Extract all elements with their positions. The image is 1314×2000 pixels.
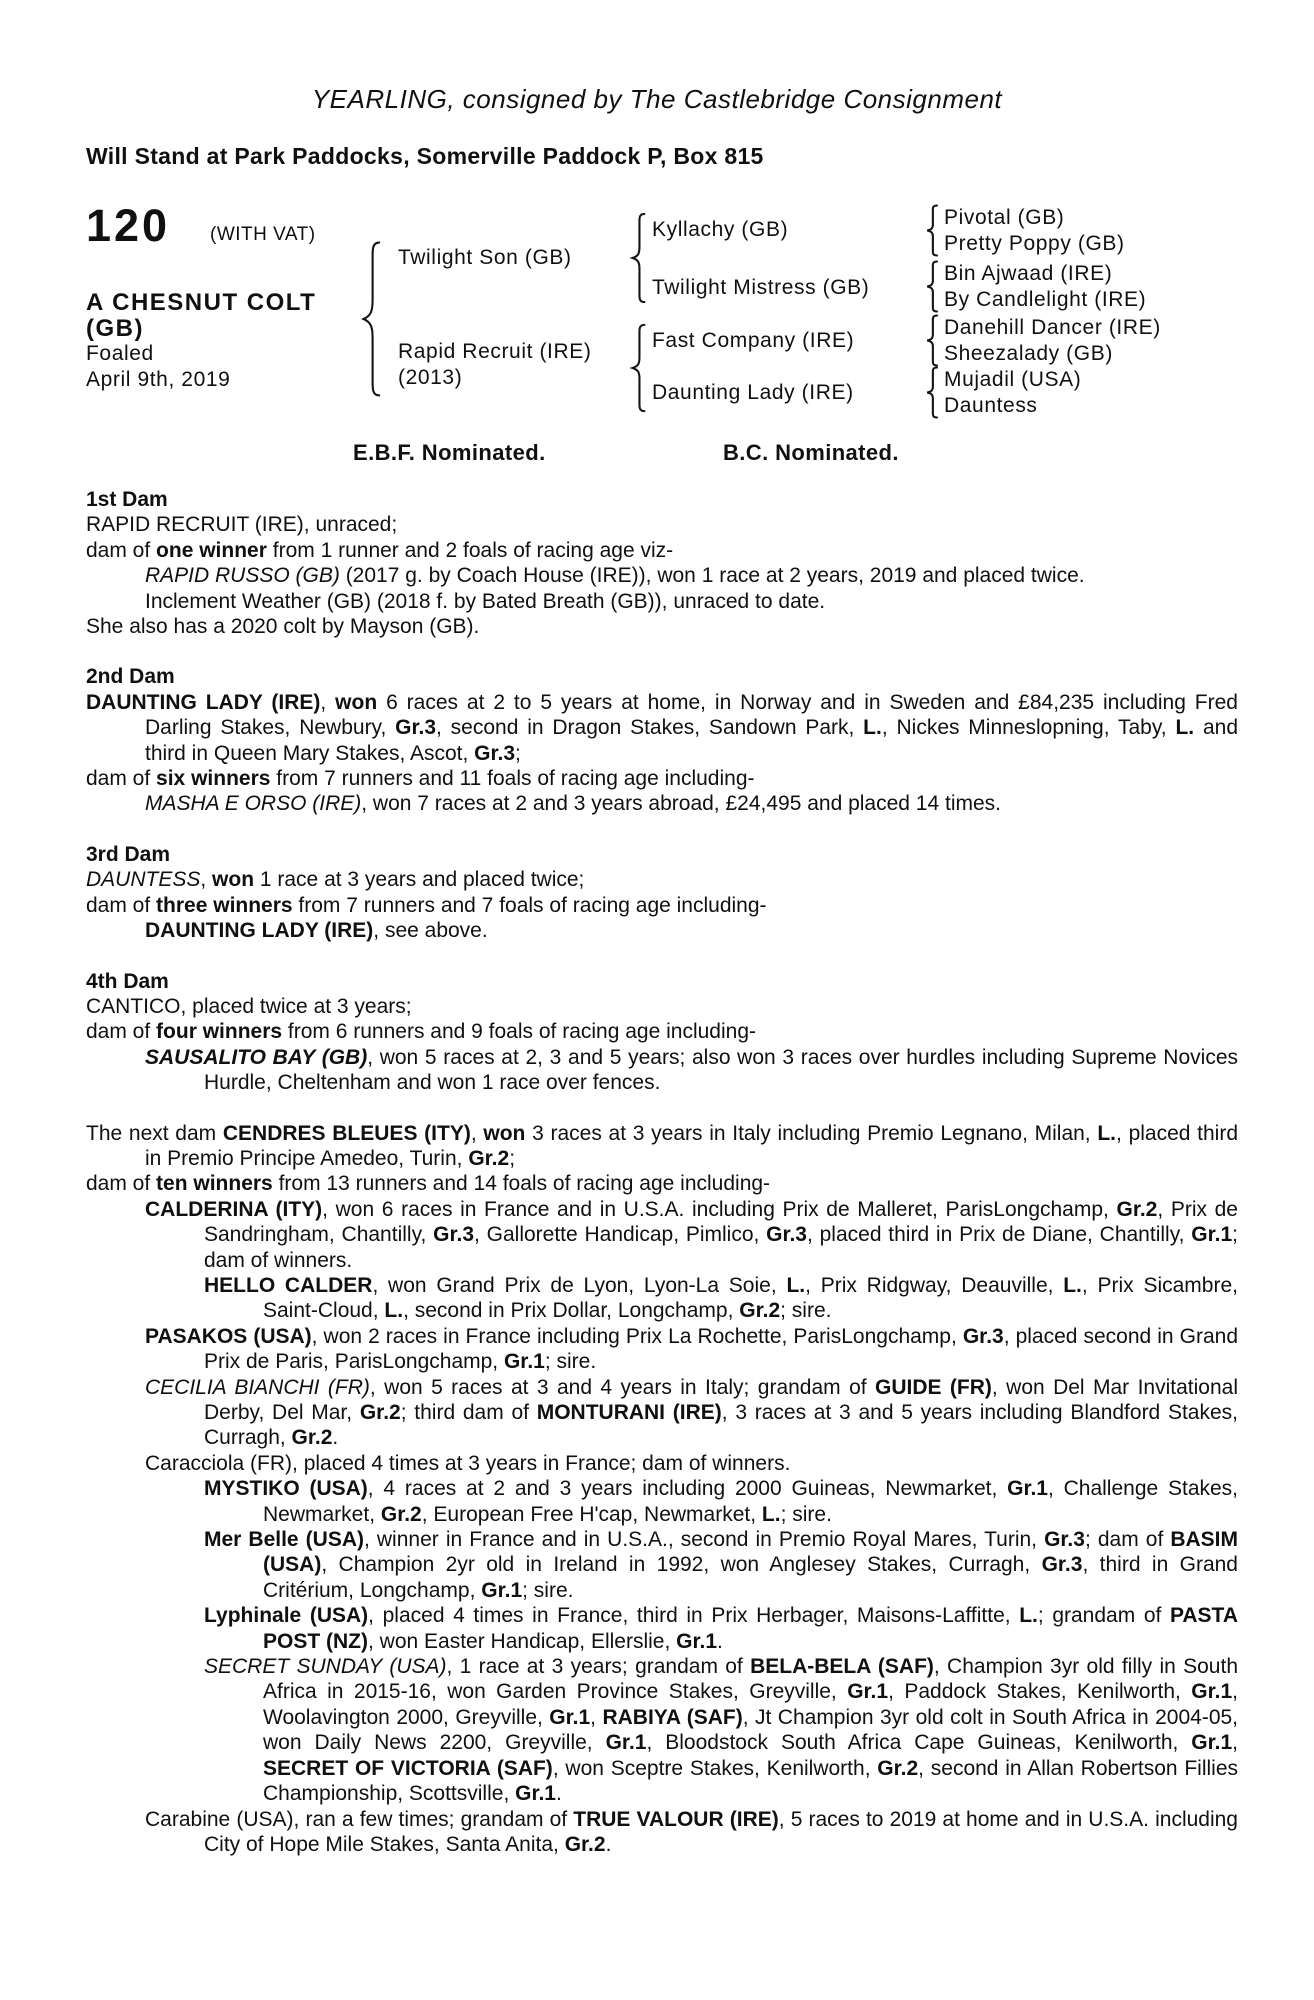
text-segment: , second in Allan Robertson Fillies Championship, Scottsville, [263,1756,1238,1806]
text-segment: from 7 runners and 11 foals of racing age including- [270,767,755,791]
pedigree-paragraph [86,1807,1238,1858]
text-segment: . [556,1782,562,1806]
text-segment: ; sire. [780,1502,832,1526]
great-grandsire-name: Pivotal (GB) [944,206,1065,229]
great-granddam-name: Dauntess [944,394,1038,417]
text-segment: ; sire. [522,1578,574,1602]
text-segment: , 3 races at 3 and 5 years including Blandford Stakes, Curragh, [204,1401,1239,1450]
text-segment: , Paddock Stakes, Kenilworth, [888,1680,1192,1704]
text-segment: , 1 race at 3 years; grandam of [446,1655,751,1679]
pedigree-paragraph [86,1171,1238,1196]
text-segment: ; grandam of [1037,1604,1170,1628]
text-segment: SAUSALITO BAY (GB) [145,1045,368,1069]
text-segment: , won Del Mar Invitational Derby, Del Mar, [204,1375,1238,1424]
pedigree-paragraph [86,867,1238,892]
ebf-nominated-label: E.B.F. Nominated. [353,440,546,465]
text-segment: , Prix de Sandringham, Chantilly, [204,1197,1238,1247]
text-segment: BASIM (USA) [263,1528,1239,1577]
great-grandsire-name: Danehill Dancer (IRE) [944,316,1161,339]
text-segment: won [335,690,378,714]
foaled-label: Foaled [86,342,154,365]
text-segment: 6 races at 2 to 5 years at home, in Norway and in Sweden and £84,235 including Fred Darling Stakes, Newbury, [145,690,1238,740]
dam-section-heading: 4th Dam [86,969,169,993]
text-segment: Gr.1 [515,1782,556,1806]
text-segment: , second in Dragon Stakes, Sandown Park, [436,716,864,740]
text-segment: , 5 races to 2019 at home and in U.S.A. including City of Hope Mile Stakes, Santa Anita, [204,1807,1238,1856]
dam-section-heading: 3rd Dam [86,842,171,866]
text-segment: CECILIA BIANCHI (FR) [145,1375,370,1399]
pedigree-paragraph [86,1197,1238,1273]
text-segment: L. [1175,716,1195,740]
text-segment: ; sire. [780,1299,832,1323]
text-segment: L. [761,1502,781,1526]
dam-year: (2013) [398,366,463,389]
bc-nominated-label: B.C. Nominated. [723,440,899,465]
text-segment: , Nickes Minneslopning, Taby, [881,716,1176,740]
dam-section [86,969,1238,1096]
text-segment: 1 race at 3 years and placed twice; [254,868,585,892]
text-segment: HELLO CALDER [204,1273,373,1297]
text-segment: L. [863,716,882,740]
pedigree-paragraph [86,893,1238,918]
sire-name: Twilight Son (GB) [398,246,572,269]
text-segment: Inclement Weather (GB) (2018 f. by Bated Breath (GB)), unraced to date. [145,589,826,613]
text-segment: Gr.2 [359,1401,401,1424]
pedigree-paragraph [86,791,1238,816]
text-segment: Gr.1 [1191,1680,1233,1704]
text-segment: 3 races at 3 years in Italy including Premio Legnano, Milan, [525,1121,1098,1145]
text-segment: L. [786,1273,806,1297]
pedigree-brace-dam [630,324,648,412]
text-segment: , won 5 races at 2, 3 and 5 years; also won 3 races over hurdles including Supreme Novices Hurdle, Cheltenham and won 1 race over fences. [204,1045,1238,1095]
dam-section-heading: 2nd Dam [86,665,175,689]
text-segment: , European Free H'cap, Newmarket, [421,1502,762,1526]
text-segment: Gr.2 [877,1756,919,1780]
stand-location: Will Stand at Park Paddocks, Somerville Paddock P, Box 815 [86,143,764,169]
pedigree-paragraph [86,512,1238,537]
text-segment: RAPID RECRUIT (IRE), unraced; [86,513,398,537]
grandsire-name: Fast Company (IRE) [652,329,855,352]
pedigree-paragraph [86,766,1238,791]
text-segment: TRUE VALOUR (IRE) [573,1807,779,1831]
text-segment: six winners [156,767,271,791]
pedigree-paragraph [86,1375,1238,1451]
text-segment: Gr.1 [1191,1731,1233,1755]
text-segment: Gr.3 [766,1223,807,1247]
text-segment: dam of [86,538,157,562]
text-segment: , Champion 3yr old filly in South Africa in 2015-16, won Garden Province Stakes, Greyville, [263,1655,1239,1704]
text-segment: CALDERINA (ITY) [145,1197,323,1221]
great-grandsire-name: Mujadil (USA) [944,368,1082,391]
text-segment: Gr.2 [468,1146,510,1170]
lot-number: 120 [86,200,171,251]
text-segment: , third in Grand Critérium, Longchamp, [263,1553,1238,1602]
dam-name: Rapid Recruit (IRE) [398,340,592,363]
pedigree-paragraph [86,690,1238,766]
text-segment: L. [1097,1121,1117,1145]
pedigree-brace-gen3-3 [925,315,940,366]
pedigree-paragraph [86,1121,1238,1172]
text-segment: , won Sceptre Stakes, Kenilworth, [552,1756,878,1780]
pedigree-paragraph [86,1273,1238,1324]
text-segment: Gr.1 [549,1705,591,1729]
text-segment: L. [384,1299,404,1323]
text-segment: L. [1019,1604,1038,1628]
text-segment: Gr.3 [433,1223,475,1247]
text-segment: dam of [86,767,157,791]
text-segment: RABIYA (SAF) [602,1705,743,1729]
text-segment: Gr.1 [481,1578,523,1602]
text-segment: , Jt Champion 3yr old colt in South Africa in 2004-05, won Daily News 2200, Greyville, [263,1705,1239,1755]
text-segment: , [320,690,336,714]
text-segment: from 1 runner and 2 foals of racing age viz- [266,538,674,562]
pedigree-paragraph [86,1019,1238,1044]
text-segment: Gr.1 [605,1731,647,1755]
dam-section [86,487,1238,639]
text-segment: Carabine (USA), ran a few times; grandam of [145,1807,574,1831]
text-segment: (2017 g. by Coach House (IRE)), won 1 race at 2 years, 2019 and placed twice. [339,564,1085,588]
pedigree-brace-main [360,241,384,397]
text-segment: ; [509,1146,516,1170]
text-segment: DAUNTESS [86,868,201,892]
text-segment: L. [1063,1273,1082,1297]
colt-description-line1: A CHESNUT COLT [86,289,317,316]
text-segment: Gr.1 [676,1629,718,1653]
text-segment: three winners [156,893,293,917]
text-segment: ; dam of [1084,1528,1171,1552]
dam-section-heading: 1st Dam [86,488,168,511]
text-segment: Gr.1 [1007,1477,1048,1501]
text-segment: Gr.2 [739,1299,781,1323]
text-segment: Gr.3 [962,1324,1004,1348]
text-segment: one winner [156,538,267,562]
text-segment: Gr.1 [847,1680,889,1704]
text-segment: from 6 runners and 9 foals of racing age including- [282,1020,756,1044]
colt-description-line2: (GB) [86,315,144,342]
text-segment: , Woolavington 2000, Greyville, [263,1680,1238,1729]
text-segment: The next dam [86,1121,223,1145]
text-segment: , winner in France and in U.S.A., second in Premio Royal Mares, Turin, [364,1528,1045,1552]
text-segment: , Challenge Stakes, Newmarket, [263,1477,1239,1526]
great-granddam-name: By Candlelight (IRE) [944,288,1147,311]
pedigree-paragraph [86,994,1238,1019]
dam-section [86,1121,1238,1858]
text-segment: , placed third in Premio Principe Amedeo, Turin, [145,1121,1239,1170]
text-segment: Caracciola (FR), placed 4 times at 3 years in France; dam of winners. [145,1451,791,1475]
text-segment: SECRET OF VICTORIA (SAF) [263,1756,553,1780]
text-segment: . [605,1832,612,1856]
text-segment: dam of [86,1020,157,1044]
text-segment: ten winners [156,1172,273,1196]
text-segment: CENDRES BLEUES (ITY) [222,1121,471,1145]
text-segment: from 13 runners and 14 foals of racing age including- [272,1172,771,1196]
text-segment: , Gallorette Handicap, Pimlico, [474,1223,767,1247]
text-segment: four winners [156,1020,283,1044]
granddam-name: Twilight Mistress (GB) [652,276,870,299]
text-segment: Mer Belle (USA) [204,1528,364,1552]
vat-note: (WITH VAT) [210,224,316,245]
text-segment: , 4 races at 2 and 3 years including 2000 Guineas, Newmarket, [367,1477,1008,1501]
text-segment: ; third dam of [400,1401,537,1424]
text-segment: , Champion 2yr old in Ireland in 1992, won Anglesey Stakes, Curragh, [321,1553,1042,1577]
text-segment: , Prix Sicambre, Saint-Cloud, [263,1273,1238,1323]
grandsire-name: Kyllachy (GB) [652,218,789,241]
pedigree-brace-sire [630,213,648,303]
text-segment: BELA-BELA (SAF) [750,1655,934,1679]
text-segment: Gr.2 [1116,1197,1158,1221]
great-granddam-name: Sheezalady (GB) [944,342,1113,365]
text-segment: , won 2 races in France including Prix La Rochette, ParisLongchamp, [311,1324,963,1348]
text-segment: CANTICO, placed twice at 3 years; [86,994,412,1018]
text-segment: . [717,1629,723,1653]
text-segment: . [332,1426,339,1450]
granddam-name: Daunting Lady (IRE) [652,381,854,404]
text-segment: DAUNTING LADY (IRE) [86,690,321,714]
pedigree-brace-gen3-4 [925,367,940,418]
text-segment: ; [515,741,521,765]
text-segment: , won Easter Handicap, Ellerslie, [368,1629,677,1653]
text-segment: Gr.3 [1041,1553,1083,1577]
pedigree-paragraph [86,1603,1238,1654]
text-segment: , won Grand Prix de Lyon, Lyon-La Soie, [372,1273,787,1297]
pedigree-paragraph [86,563,1238,588]
text-segment: , [200,868,213,892]
text-segment: Gr.2 [564,1832,606,1856]
pedigree-paragraph [86,614,1238,639]
text-segment: Gr.3 [474,741,516,765]
text-segment: ; dam of winners. [204,1223,1238,1272]
pedigree-paragraph [86,589,1238,614]
dam-section [86,664,1238,816]
text-segment: Gr.2 [291,1426,333,1450]
text-segment: Lyphinale (USA) [204,1604,369,1628]
pedigree-paragraph [86,1324,1238,1375]
text-segment: , placed second in Grand Prix de Paris, ParisLongchamp, [204,1324,1238,1374]
text-segment: RAPID RUSSO (GB) [145,564,340,588]
text-segment: , placed third in Prix de Diane, Chantilly, [807,1223,1192,1247]
text-segment: , won 6 races in France and in U.S.A. including Prix de Malleret, ParisLongchamp, [322,1197,1117,1221]
text-segment: won [212,868,255,892]
text-segment: Gr.1 [1191,1223,1233,1247]
pedigree-paragraph [86,1527,1238,1603]
text-segment: , [470,1121,484,1145]
text-segment: , Bloodstock South Africa Cape Guineas, Kenilworth, [646,1731,1192,1755]
consignment-title: YEARLING, consigned by The Castlebridge Consignment [311,84,1003,114]
pedigree-paragraph [86,538,1238,563]
text-segment: PASTA POST (NZ) [263,1604,1238,1653]
text-segment: ; sire. [544,1350,597,1374]
pedigree-paragraph [86,1045,1238,1096]
text-segment: and third in Queen Mary Stakes, Ascot, [145,716,1238,765]
text-segment: DAUNTING LADY (IRE) [145,919,374,943]
text-segment: , [590,1705,603,1729]
text-segment: She also has a 2020 colt by Mayson (GB). [86,615,480,639]
text-segment: Gr.3 [1044,1528,1085,1552]
text-segment: from 7 runners and 7 foals of racing age including- [292,893,767,917]
text-segment: MONTURANI (IRE) [536,1401,722,1424]
great-granddam-name: Pretty Poppy (GB) [944,232,1125,255]
pedigree-brace-gen3-1 [925,205,940,256]
text-segment: won [483,1121,526,1145]
text-segment: MASHA E ORSO (IRE) [145,792,362,816]
pedigree-brace-gen3-2 [925,261,940,312]
dam-sections [86,487,1238,1857]
foaled-date: April 9th, 2019 [86,368,231,391]
pedigree-paragraph [86,1451,1238,1476]
text-segment: Gr.1 [503,1350,545,1374]
text-segment: , placed 4 times in France, third in Prix Herbager, Maisons-Laffitte, [368,1604,1020,1628]
pedigree-paragraph [86,1476,1238,1527]
great-grandsire-name: Bin Ajwaad (IRE) [944,262,1113,285]
text-segment: , see above. [373,919,488,943]
text-segment: Gr.2 [380,1502,422,1526]
pedigree-paragraph [86,1654,1238,1806]
dam-section [86,842,1238,944]
text-segment: , [1232,1731,1239,1755]
text-segment: , Prix Ridgway, Deauville, [805,1273,1064,1297]
text-segment: PASAKOS (USA) [145,1324,312,1348]
text-segment: MYSTIKO (USA) [204,1477,368,1501]
text-segment: , second in Prix Dollar, Longchamp, [403,1299,740,1323]
text-segment: dam of [86,1172,157,1196]
pedigree-paragraph [86,918,1238,943]
text-segment: , won 5 races at 3 and 4 years in Italy; grandam of [369,1375,875,1399]
text-segment: Gr.3 [395,716,437,740]
text-segment: SECRET SUNDAY (USA) [204,1655,447,1679]
text-segment: GUIDE (FR) [875,1375,992,1399]
text-segment: , won 7 races at 2 and 3 years abroad, £24,495 and placed 14 times. [361,792,1002,816]
text-segment: dam of [86,893,157,917]
